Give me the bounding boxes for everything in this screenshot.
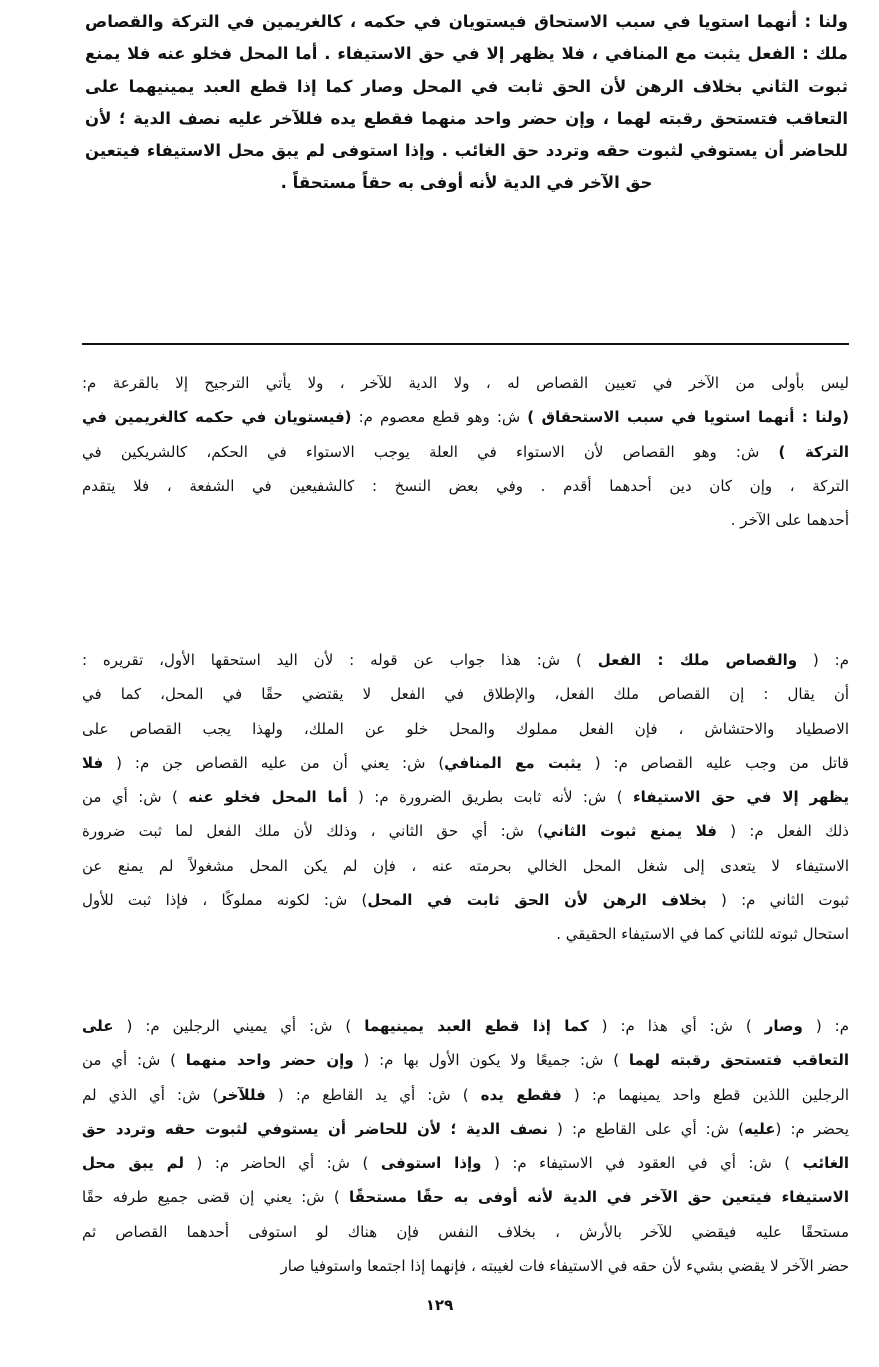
matn-quote: وإذا استوفى [380, 1154, 482, 1173]
matn-quote: (ولنا : أنهما استويا في سبب الاستحقاق ) [527, 408, 849, 427]
text-segment: الاستيفاء لا يتعدى إلى شغل المحل الخالي بحرمته عنه ، فإن لم يكن المحل مشغولاً لم يمنع عن [82, 856, 849, 875]
text-segment: ثبوت الثاني م: ( [706, 891, 849, 910]
text-line [82, 400, 849, 434]
text-line [85, 38, 848, 70]
text-segment: م: ( [802, 1017, 849, 1035]
text-line [85, 71, 848, 103]
text-line [82, 883, 849, 917]
text-line [82, 643, 849, 677]
text-segment: استحال ثبوته للثاني كما في الاستيفاء الحقيقي . [556, 925, 849, 944]
text-line [82, 1112, 849, 1146]
text-line [82, 712, 849, 746]
matn-quote: نصف الدية ؛ لأن للحاضر أن يستوفي لثبوت حقه وتردد حق [82, 1119, 548, 1138]
matn-quote: على [82, 1017, 114, 1035]
text-line [82, 917, 849, 951]
commentary-paragraph-1 [82, 366, 849, 537]
matn-quote: الاستيفاء فيتعين حق الآخر في الدية لأنه أوفى به حقًا مستحقًا [349, 1188, 849, 1207]
text-line [82, 1146, 849, 1180]
matn-quote: ولنا : أنهما استويا في سبب الاستحاق فيستويان في حكمه ، كالغريمين في التركة والقصاص [85, 12, 848, 31]
matn-quote: التعاقب فتستحق رقبته لهما ، وإن حضر واحد منهما فقطع يده فللآخر عليه نصف الدية ؛ لأن [85, 108, 848, 128]
text-segment: ) ش: جميعًا ولا يكون الأول بها م: ( [353, 1051, 629, 1070]
text-segment: ذلك الفعل م: ( [717, 822, 849, 841]
main-text [85, 6, 848, 200]
text-line [82, 849, 849, 883]
text-line [82, 366, 849, 400]
text-line [85, 167, 848, 199]
matn-quote: فللآخر [218, 1085, 266, 1104]
text-segment: ) ش: لأنه ثابت بطريق الضرورة م: ( [347, 788, 633, 807]
matn-quote: فلا يمنع ثبوت الثاني [543, 822, 717, 841]
text-segment: ) ش: أي من [82, 1051, 186, 1070]
text-segment: ) ش: لكونه مملوكًا ، فإذا ثبت للأول [82, 891, 368, 910]
matn-quote: كما إذا قطع العبد يمينيهما [364, 1017, 589, 1035]
text-segment: ) ش: أي يد القاطع م: ( [265, 1085, 481, 1104]
text-line [82, 1215, 849, 1249]
text-line [82, 1043, 849, 1077]
matn-quote: ملك : الفعل يثبت مع المنافي ، فلا يظهر إلا في حق الاستيفاء . أما المحل فخلو عنه فلا يمنع [85, 44, 848, 64]
text-segment: الاصطياد والاحتشاش ، فإن الفعل مملوك والمحل خلو عن الملك، ولهذا يجب القصاص على [82, 719, 849, 738]
matn-quote: للحاضر أن يستوفي لثبوت حقه وتردد حق الغائب . وإذا استوفى لم يبق محل الاستيفاء فيتعين [85, 141, 848, 161]
text-segment: أحدهما على الآخر . [730, 511, 849, 530]
text-segment: ش: وهو القصاص لأن الاستواء في العلة يوجب الاستواء في الحكم، كالشريكين في [82, 442, 779, 461]
matn-quote: التركة ) [778, 442, 849, 461]
text-segment: ) ش: أي الحاضر م: ( [184, 1154, 381, 1173]
matn-quote: ثبوت الثاني بخلاف الرهن لأن الحق ثابت في المحل وصار كما إذا قطع العبد يمينيهما على [85, 76, 848, 96]
matn-quote: فقطع يده [480, 1085, 562, 1104]
text-segment: التركة ، وإن كان دين أحدهما أقدم . وفي بعض النسخ : كالشفيعين في الشفعة ، فلا يتقدم [82, 476, 849, 495]
text-segment: ) ش: يعني إن قضى جميع طرفه حقًا [82, 1188, 349, 1207]
matn-quote: الغائب [802, 1154, 849, 1173]
text-segment: ) ش: أي في العقود في الاستيفاء م: ( [481, 1154, 803, 1173]
text-segment: أن يقال : إن القصاص ملك الفعل، والإطلاق في الفعل لا يقتضي حقًا في المحل، كما في [82, 685, 849, 704]
text-segment: ) ش: أي حق الثاني ، وذلك لأن ملك الفعل لما ثبت ضرورة [82, 822, 544, 841]
text-line [85, 103, 848, 135]
text-segment: م: ( [797, 651, 850, 669]
matn-quote: وإن حضر واحد منهما [185, 1051, 354, 1070]
matn-quote: أما المحل فخلو عنه [188, 788, 348, 807]
text-segment: ) ش: أي الذي لم [82, 1085, 219, 1104]
matn-quote: (فيستويان في حكمه كالغريمين في [82, 408, 352, 427]
text-segment: ش: وهو قطع معصوم م: [351, 408, 528, 427]
text-line [82, 677, 849, 711]
text-line [85, 6, 848, 38]
text-segment: ) ش: هذا جواب عن قوله : لأن اليد استحقها الأول، تقريره : [82, 651, 598, 669]
text-segment: ) ش: أي على القاطع م: ( [548, 1119, 744, 1138]
page-number: ١٢٩ [425, 1296, 454, 1314]
text-segment: مستحقًا عليه فيقضي للآخر بالأرش ، بخلاف النفس فإن هناك لو استوفى أحدهما القصاص ثم [82, 1222, 849, 1241]
text-line [82, 435, 849, 469]
text-line [82, 746, 849, 780]
text-line [82, 814, 849, 848]
text-segment: الرجلين اللذين قطع واحد يمينهما م: ( [561, 1085, 849, 1104]
text-segment: ليس بأولى من الآخر في تعيين القصاص له ، ولا الدية للآخر ، ولا يأتي الترجيح إلا بالقرعة م: [82, 374, 849, 392]
text-line [82, 1009, 849, 1043]
matn-quote: بخلاف الرهن لأن الحق ثابت في المحل [367, 891, 707, 910]
matn-quote: التعاقب فتستحق رقبته لهما [628, 1051, 849, 1070]
matn-quote: يظهر إلا في حق الاستيفاء [632, 788, 849, 807]
matn-quote: يثبت مع المنافي [444, 753, 582, 772]
matn-quote: وصار [764, 1017, 803, 1035]
matn-quote: لم يبق محل [82, 1154, 185, 1173]
text-line [82, 503, 849, 537]
text-line [82, 1078, 849, 1112]
matn-quote: عليه [743, 1119, 776, 1138]
text-line [82, 1249, 849, 1283]
text-segment: ) ش: أي يميني الرجلين م: ( [113, 1017, 365, 1035]
text-segment: قاتل من وجب عليه القصاص م: ( [581, 753, 849, 772]
text-line [82, 780, 849, 814]
commentary-paragraph-3 [82, 1009, 849, 1283]
text-line [85, 135, 848, 167]
text-segment: حضر الآخر لا يقضي بشيء لأن حقه في الاستيفاء فات لغيبته ، فإنهما إذا اجتمعا واستوفيا صار [280, 1257, 849, 1276]
text-line [82, 469, 849, 503]
text-segment: ) ش: أي من [82, 788, 189, 807]
text-segment: ) ش: يعني أن من عليه القصاص جن م: ( [103, 753, 445, 772]
commentary-paragraph-2 [82, 643, 849, 952]
text-segment: ) ش: أي هذا م: ( [588, 1017, 765, 1035]
footnote-divider [82, 343, 849, 345]
matn-quote: حق الآخر في الدية لأنه أوفى به حقاً مستحقاً . [280, 173, 653, 193]
text-line [82, 1180, 849, 1214]
matn-quote: والقصاص ملك : الفعل [597, 651, 798, 669]
text-segment: يحضر م: ( [775, 1119, 849, 1138]
matn-quote: فلا [82, 753, 104, 772]
